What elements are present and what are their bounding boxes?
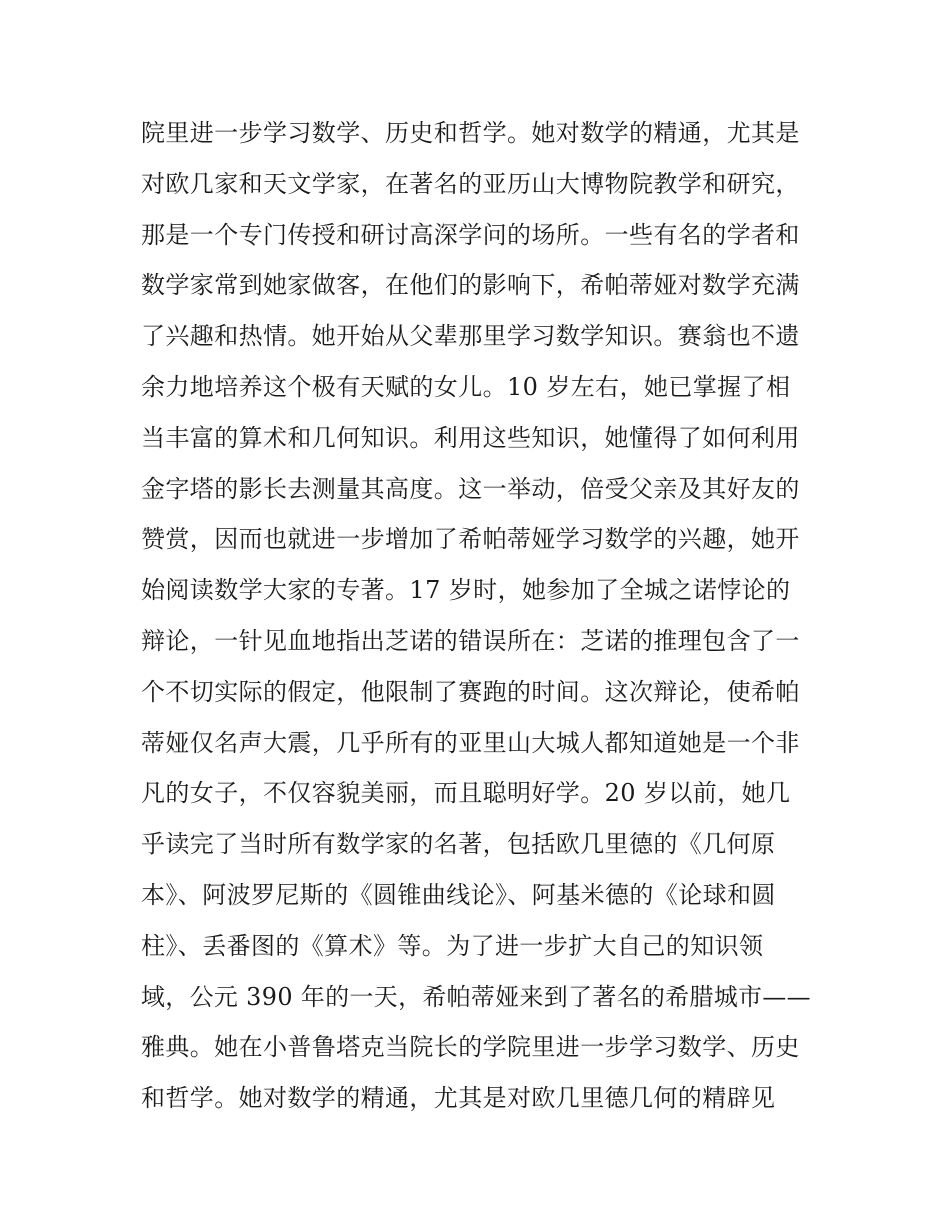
text-line-8: 金字塔的影长去测量其高度。这一举动，倍受父亲及其好友的: [141, 474, 800, 503]
text-line-16: 本》、阿波罗尼斯的《圆锥曲线论》、阿基米德的《论球和圆: [141, 880, 776, 909]
text-line-20: 和哲学。她对数学的精通，尤其是对欧几里德几何的精辟见: [141, 1084, 776, 1113]
text-line-17: 柱》、丢番图的《算术》等。为了进一步扩大自己的知识领: [141, 931, 764, 960]
text-line-7: 当丰富的算术和几何知识。利用这些知识，她懂得了如何利用: [141, 423, 800, 452]
text-line-9: 赞赏，因而也就进一步增加了希帕蒂娅学习数学的兴趣，她开: [141, 525, 800, 554]
text-line-1: 院里进一步学习数学、历史和哲学。她对数学的精通，尤其是: [141, 119, 800, 147]
body-text: [141, 108, 821, 1124]
text-line-14: 凡的女子，不仅容貌美丽，而且聪明好学。20 岁以前，她几: [141, 779, 791, 808]
text-line-6: 余力地培养这个极有天赋的女儿。10 岁左右，她已掌握了相: [141, 372, 791, 401]
text-line-4: 数学家常到她家做客，在他们的影响下，希帕蒂娅对数学充满: [141, 271, 800, 300]
text-line-18: 域，公元 390 年的一天，希帕蒂娅来到了著名的希腊城市——: [141, 982, 811, 1011]
text-line-13: 蒂娅仅名声大震，几乎所有的亚里山大城人都知道她是一个非: [141, 728, 800, 757]
text-line-2: 对欧几家和天文学家，在著名的亚历山大博物院教学和研究，: [141, 169, 800, 198]
text-line-3: 那是一个专门传授和研讨高深学问的场所。一些有名的学者和: [141, 220, 800, 249]
text-line-19: 雅典。她在小普鲁塔克当院长的学院里进一步学习数学、历史: [141, 1033, 800, 1062]
text-line-10: 始阅读数学大家的专著。17 岁时，她参加了全城之诺悖论的: [141, 576, 791, 605]
text-line-5: 了兴趣和热情。她开始从父辈那里学习数学知识。赛翁也不遗: [141, 322, 800, 351]
text-line-12: 个不切实际的假定，他限制了赛跑的时间。这次辩论，使希帕: [141, 677, 800, 706]
text-line-11: 辩论，一针见血地指出芝诺的错误所在：芝诺的推理包含了一: [141, 626, 800, 655]
text-line-15: 乎读完了当时所有数学家的名著，包括欧几里德的《几何原: [141, 830, 776, 859]
